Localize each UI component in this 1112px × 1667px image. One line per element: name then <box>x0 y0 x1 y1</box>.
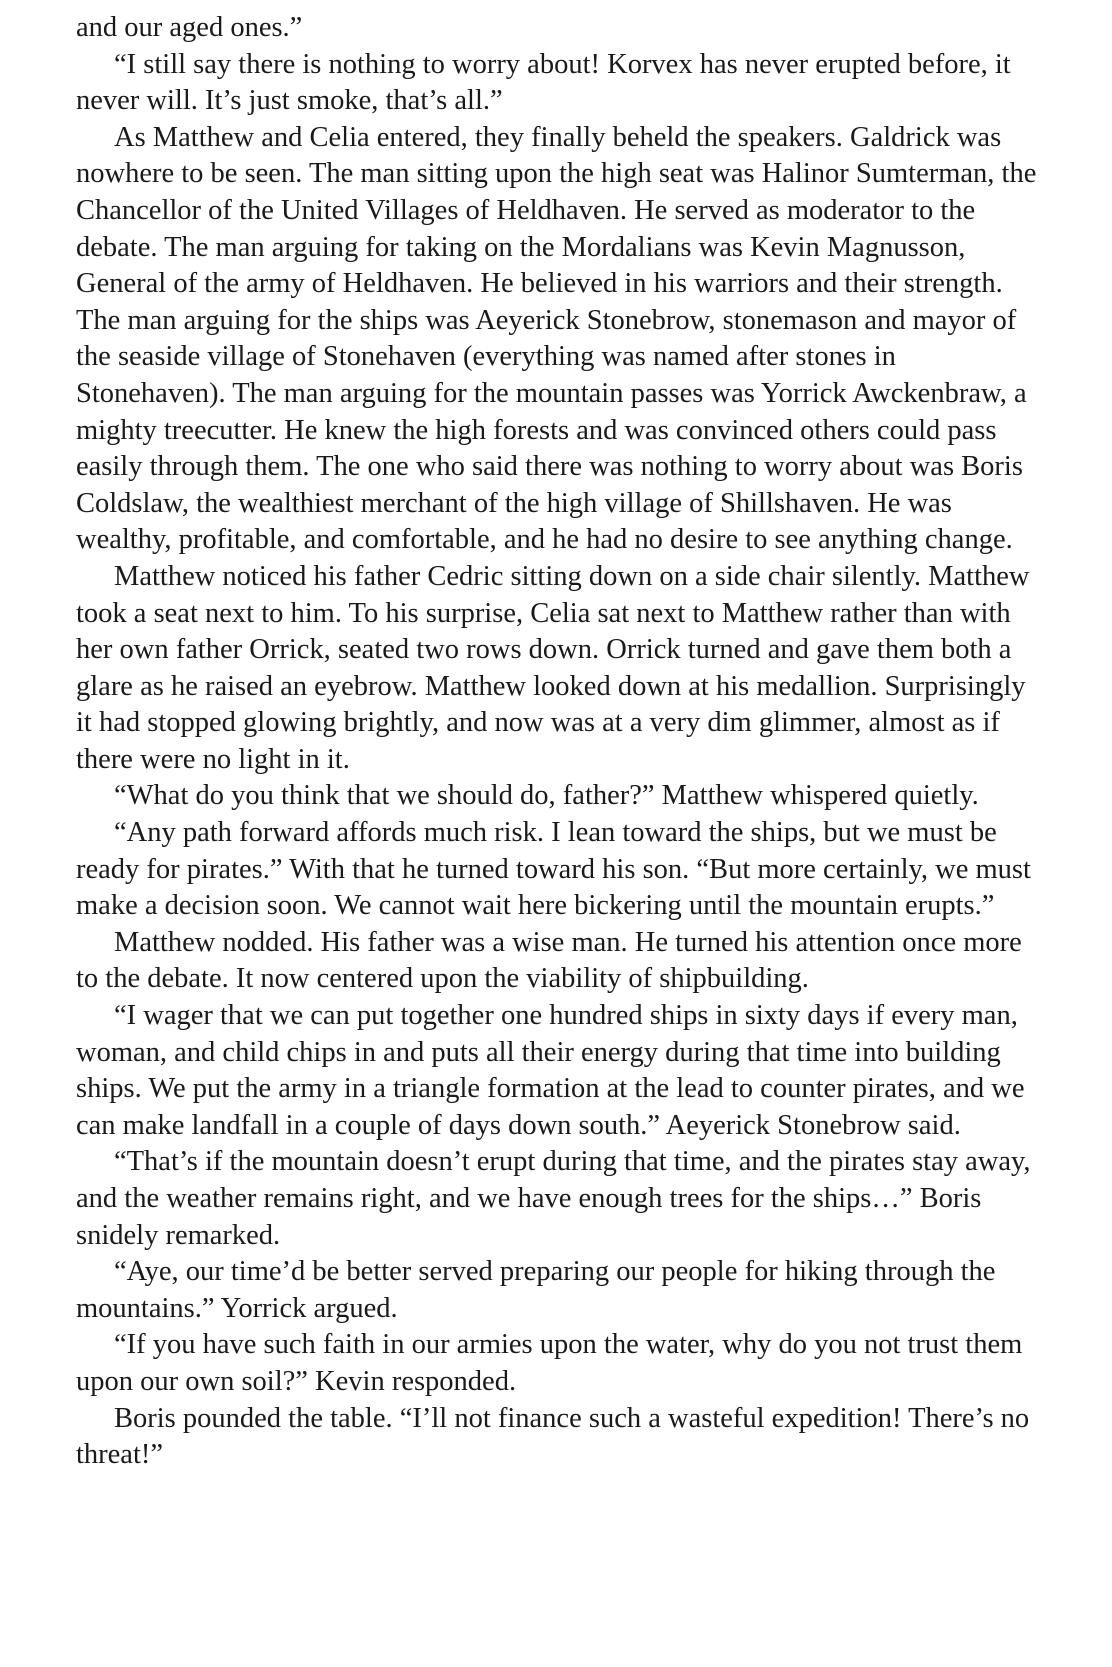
paragraph: “Any path forward affords much risk. I lean toward the ships, but we must be ready for pirates.” With that he turned toward his son. “But more certainly, we must make a decision soon. We cannot wait here bickering until the mountain erupts.” <box>76 817 1031 922</box>
paragraph: “I still say there is nothing to worry about! Korvex has never erupted before, it never will. It’s just smoke, that’s all.” <box>76 48 1011 117</box>
paragraph: “If you have such faith in our armies upon the water, why do you not trust them upon our own soil?” Kevin responded. <box>76 1329 1023 1397</box>
paragraph: Matthew noticed his father Cedric sitting down on a side chair silently. Matthew took a seat next to him. To his surprise, Celia sat next to Matthew rather than with her own father Orrick, seated two rows down. Orrick turned and gave them both a glare as he raised an eyebrow. Matthew looked down at his medallion. Surprisingly it had stopped glowing brightly, and now was at a very dim glimmer, almost as if there were no light in it. <box>76 560 1030 775</box>
paragraph: and our aged ones.” <box>76 12 303 43</box>
paragraph: “That’s if the mountain doesn’t erupt during that time, and the pirates stay away, and the weather remains right, and we have enough trees for the ships…” Boris snidely remarked. <box>76 1146 1031 1251</box>
document-page <box>76 10 1041 1474</box>
paragraph: As Matthew and Celia entered, they finally beheld the speakers. Galdrick was nowhere to be seen. The man sitting upon the high seat was Halinor Sumterman, the Chancellor of the United Villages of Heldhaven. He served as moderator to the debate. The man arguing for taking on the Mordalians was Kevin Magnusson, General of the army of Heldhaven. He believed in his warriors and their strength. The man arguing for the ships was Aeyerick Stonebrow, stonemason and mayor of the seaside village of Stonehaven (everything was named after stones in Stonehaven). The man arguing for the mountain passes was Yorrick Awckenbraw, a mighty treecutter. He knew the high forests and was convinced others could pass easily through them. The one who said there was nothing to worry about was Boris Coldslaw, the wealthiest merchant of the high village of Shillshaven. He was wealthy, profitable, and comfortable, and he had no desire to see anything change. <box>76 121 1037 556</box>
paragraph: “What do you think that we should do, father?” Matthew whispered quietly. <box>114 780 979 812</box>
paragraph: Boris pounded the table. “I’ll not finance such a wasteful expedition! There’s no threat!” <box>76 1402 1030 1471</box>
paragraph: Matthew nodded. His father was a wise man. He turned his attention once more to the debate. It now centered upon the viability of shipbuilding. <box>76 926 1022 995</box>
paragraph: “Aye, our time’d be better served preparing our people for hiking through the mountains.” Yorrick argued. <box>76 1256 996 1324</box>
paragraph: “I wager that we can put together one hundred ships in sixty days if every man, woman, and child chips in and puts all their energy during that time into building ships. We put the army in a triangle formation at the lead to counter pirates, and we can make landfall in a couple of days down south.” Aeyerick Stonebrow said. <box>76 1000 1025 1141</box>
